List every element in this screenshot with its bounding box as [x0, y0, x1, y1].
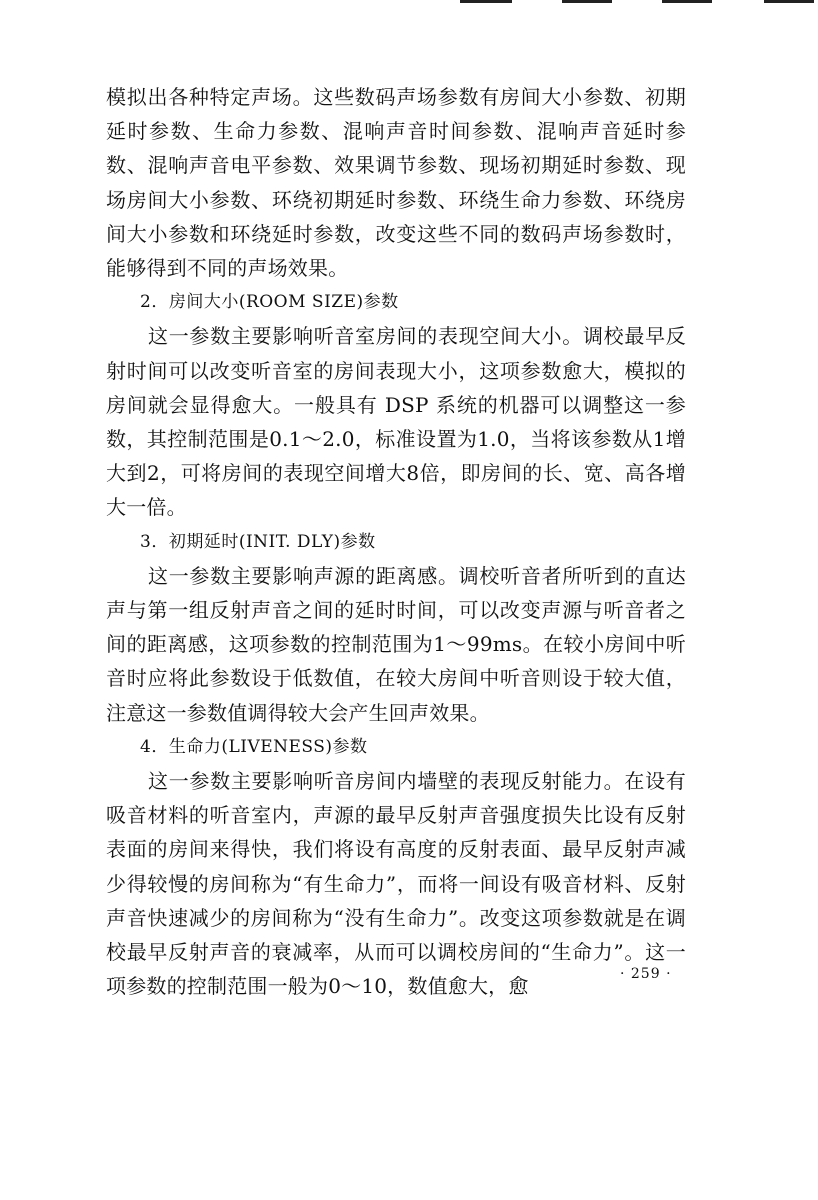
section-heading-initial-delay: 3．初期延时(INIT. DLY)参数	[140, 531, 376, 552]
top-rule	[662, 0, 712, 3]
top-rule	[764, 0, 814, 3]
body-paragraph: 这一参数主要影响声源的距离感。调校听音者所听到的直达声与第一组反射声音之间的延时时间，可以改变声源与听音者之间的距离感，这项参数的控制范围为1～99ms。在较小房间中听音时应将此参数设于低数值，在较大房间中听音则设于较大值，注意这一参数值调得较大会产生回声效果。	[106, 563, 686, 725]
body-paragraph: 模拟出各种特定声场。这些数码声场参数有房间大小参数、初期延时参数、生命力参数、混响声音时间参数、混响声音延时参数、混响声音电平参数、效果调节参数、现场初期延时参数、现场房间大小参数、环绕初期延时参数、环绕生命力参数、环绕房间大小参数和环绕延时参数，改变这些不同的数码声场参数时，能够得到不同的声场效果。	[106, 85, 686, 281]
page-body	[106, 80, 686, 1003]
section-heading-room-size: 2．房间大小(ROOM SIZE)参数	[140, 292, 399, 313]
section-heading-liveness: 4．生命力(LIVENESS)参数	[140, 736, 368, 757]
top-rule	[460, 0, 512, 3]
body-paragraph: 这一参数主要影响听音房间内墙壁的表现反射能力。在设有吸音材料的听音室内，声源的最早反射声音强度损失比设有反射表面的房间来得快，我们将设有高度的反射表面、最早反射声减少得较慢的房间称为“有生命力”，而将一间设有吸音材料、反射声音快速减少的房间称为“没有生命力”。改变这项参数就是在调校最早反射声音的衰减率，从而可以调校房间的“生命力”。这一项参数的控制范围一般为0～10，数值愈大，愈	[106, 769, 686, 999]
top-rule	[562, 0, 612, 3]
body-paragraph: 这一参数主要影响听音室房间的表现空间大小。调校最早反射时间可以改变听音室的房间表现大小，这项参数愈大，模拟的房间就会显得愈大。一般具有 DSP 系统的机器可以调整这一参数，其控制范围是0.1～2.0，标准设置为1.0，当将该参数从1增大到2，可将房间的表现空间增大8倍，即房间的长、宽、高各增大一倍。	[106, 324, 686, 520]
page-number: · 259 ·	[620, 966, 672, 982]
